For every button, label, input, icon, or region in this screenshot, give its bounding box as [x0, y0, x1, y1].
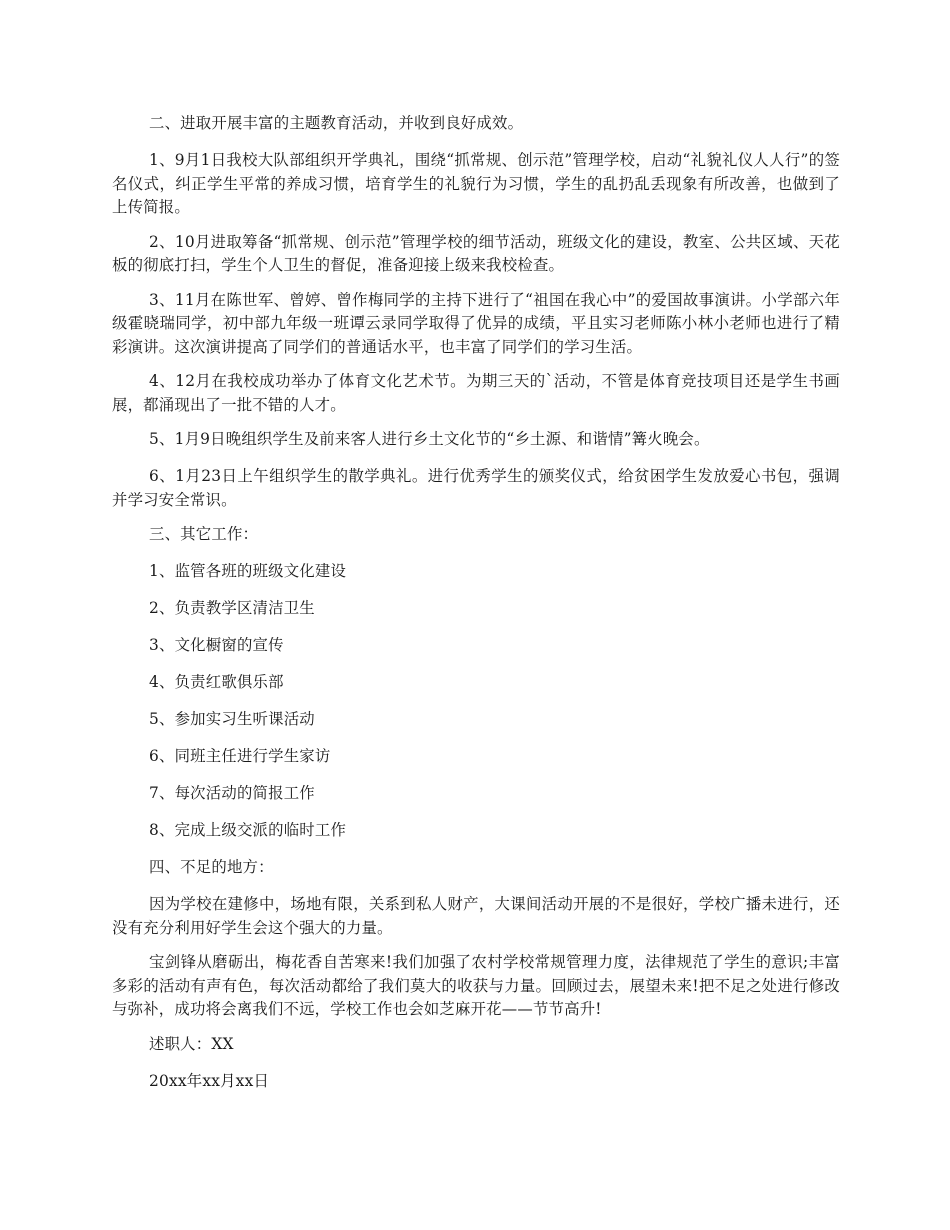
reporter-line: 述职人：XX: [149, 1034, 234, 1053]
paragraph-item-1: 1、9月1日我校大队部组织开学典礼，围绕“抓常规、创示范”管理学校，启动“礼貌礼仪人人行”的签名仪式，纠正学生平常的养成习惯，培育学生的礼貌行为习惯，学生的乱扔乱丢现象有所改善，也做到了上传简报。: [112, 151, 840, 216]
list-item: 5、参加实习生听课活动: [149, 710, 315, 728]
section-heading-4: 四、不足的地方：: [149, 858, 274, 876]
paragraph-item-6: 6、1月23日上午组织学生的散学典礼。进行优秀学生的颁奖仪式，给贫困学生发放爱心书包，强调并学习安全常识。: [112, 467, 840, 509]
paragraph-item-4: 4、12月在我校成功举办了体育文化艺术节。为期三天的`活动，不管是体育竞技项目还是学生书画展，都涌现出了一批不错的人才。: [112, 372, 840, 414]
shortcomings-paragraph: 因为学校在建修中，场地有限，关系到私人财产，大课间活动开展的不是很好，学校广播未进行，还没有充分利用好学生会这个强大的力量。: [112, 895, 840, 937]
section-heading-3: 三、其它工作：: [149, 525, 259, 543]
list-item: 4、负责红歌俱乐部: [149, 673, 284, 691]
list-item: 2、负责教学区清洁卫生: [149, 599, 315, 617]
list-item: 3、文化橱窗的宣传: [149, 636, 284, 654]
document-body: [112, 112, 840, 1107]
paragraph-item-5: 5、1月9日晚组织学生及前来客人进行乡土文化节的“乡土源、和谐情”篝火晚会。: [149, 430, 710, 448]
paragraph-item-3: 3、11月在陈世军、曾婷、曾作梅同学的主持下进行了“祖国在我心中”的爱国故事演讲。小学部六年级霍晓瑞同学，初中部九年级一班谭云录同学取得了优异的成绩，平且实习老师陈小林小老师也进行了精彩演讲。这次演讲提高了同学们的普通话水平，也丰富了同学们的学习生活。: [112, 290, 840, 356]
date-line: 20xx年xx月xx日: [149, 1071, 270, 1090]
list-item: 1、监管各班的班级文化建设: [149, 562, 347, 580]
list-item: 6、同班主任进行学生家访: [149, 747, 331, 765]
paragraph-item-2: 2、10月进取筹备“抓常规、创示范”管理学校的细节活动，班级文化的建设，教室、公共区域、天花板的彻底打扫，学生个人卫生的督促，准备迎接上级来我校检查。: [112, 232, 840, 274]
closing-paragraph: 宝剑锋从磨砺出，梅花香自苦寒来!我们加强了农村学校常规管理力度，法律规范了学生的意识;丰富多彩的活动有声有色，每次活动都给了我们莫大的收获与力量。回顾过去，展望未来!把不足之处进行修改与弥补，成功将会离我们不远，学校工作也会如芝麻开花——节节高升!: [112, 953, 840, 1018]
list-item: 7、每次活动的简报工作: [149, 784, 315, 802]
list-item: 8、完成上级交派的临时工作: [149, 821, 347, 839]
section-heading-2: 二、进取开展丰富的主题教育活动，并收到良好成效。: [149, 114, 524, 132]
